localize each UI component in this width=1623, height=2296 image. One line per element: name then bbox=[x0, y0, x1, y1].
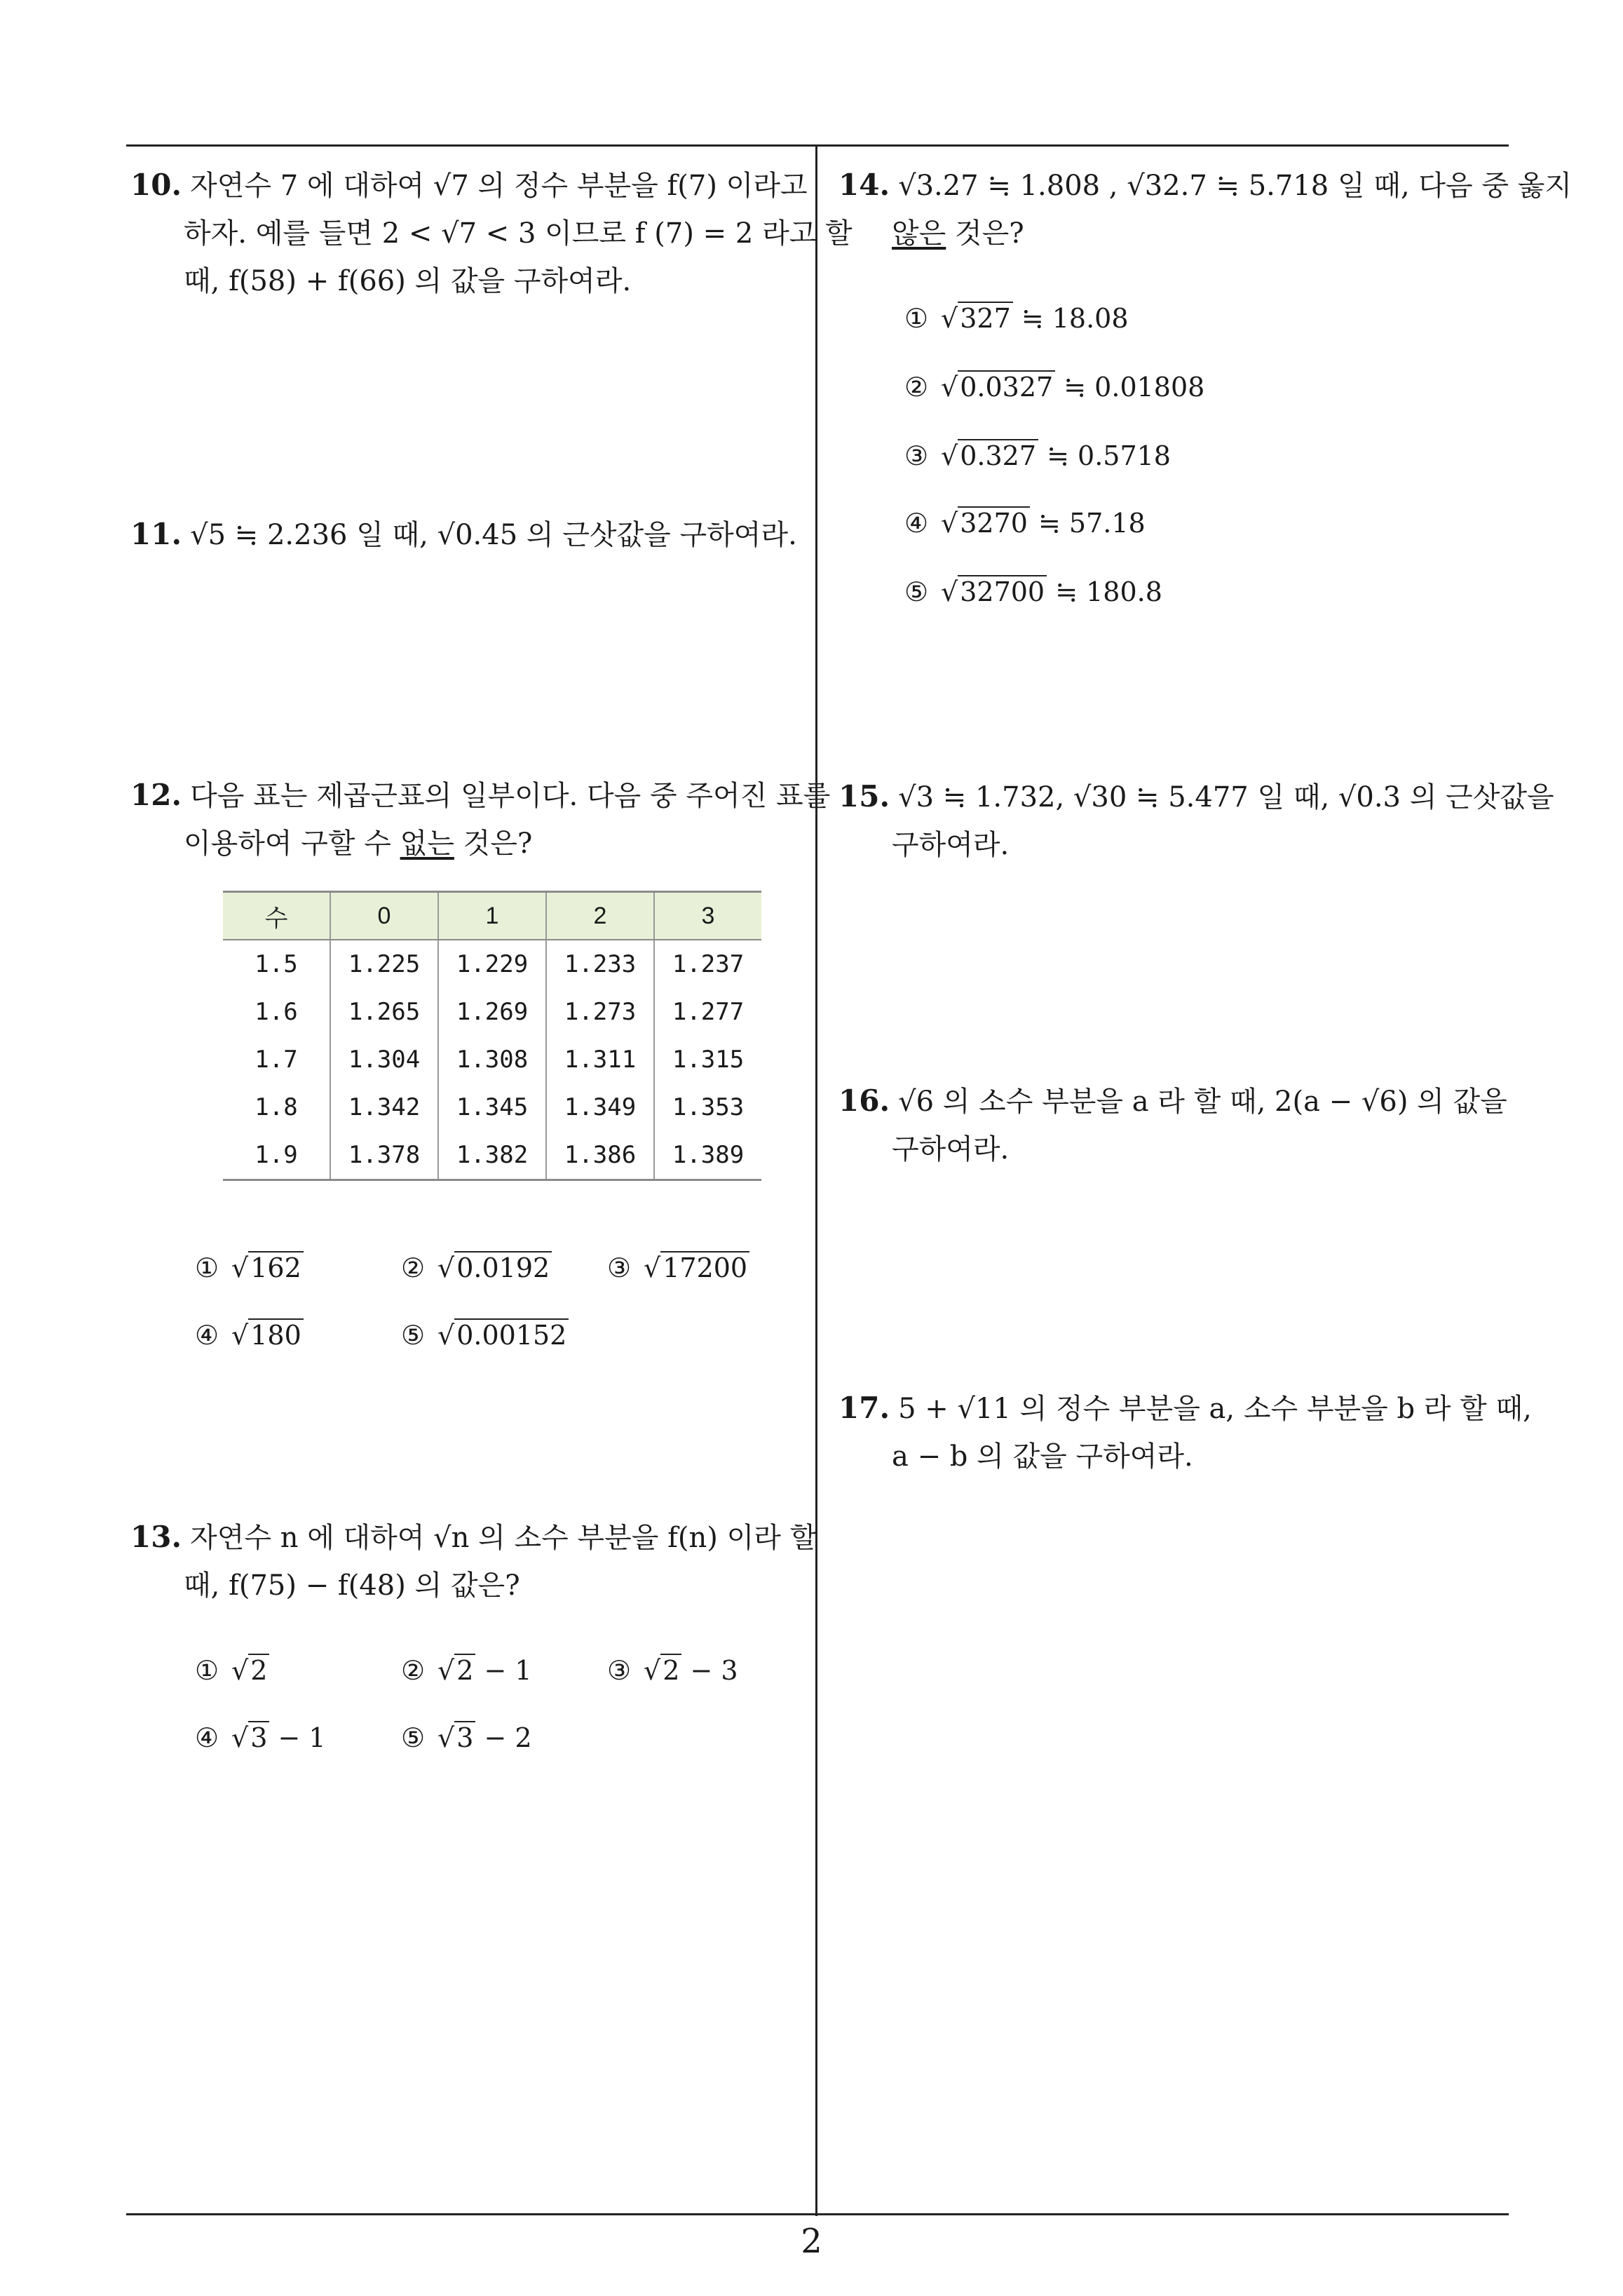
underlined-word: 없는 bbox=[400, 828, 454, 860]
question-text: √5 ≒ 2.236 일 때, √0.45 의 근삿값을 구하여라. bbox=[190, 519, 797, 551]
table-cell: 1.269 bbox=[438, 988, 546, 1036]
question-15 bbox=[838, 773, 1554, 869]
table-header-row bbox=[223, 892, 761, 940]
radicand: 32700 bbox=[958, 575, 1047, 607]
table-header: 3 bbox=[654, 892, 761, 940]
option-marker: ② bbox=[401, 1655, 426, 1686]
table-cell: 1.382 bbox=[438, 1131, 546, 1180]
table-cell: 1.7 bbox=[254, 1046, 298, 1074]
radicand: 327 bbox=[958, 302, 1013, 334]
answer-option-2[interactable] bbox=[904, 372, 1204, 403]
answer-option-4[interactable] bbox=[195, 1722, 326, 1753]
option-marker: ③ bbox=[607, 1655, 632, 1686]
question-text: 자연수 7 에 대하여 √7 의 정수 부분을 f(7) 이라고 bbox=[190, 170, 808, 202]
radicand: 0.327 bbox=[958, 439, 1038, 471]
option-marker: ④ bbox=[904, 508, 929, 539]
answer-option-5[interactable] bbox=[401, 1320, 569, 1351]
option-marker: ③ bbox=[904, 440, 929, 471]
sqrt-icon: √ bbox=[231, 1252, 249, 1283]
question-text: 하자. 예를 들면 2 < √7 < 3 이므로 f (7) = 2 라고 할 bbox=[184, 217, 853, 250]
option-rest: ≒ 180.8 bbox=[1047, 576, 1162, 607]
radicand: 0.0192 bbox=[454, 1251, 552, 1283]
table-cell: 1.304 bbox=[330, 1036, 438, 1083]
sqrt-icon: √ bbox=[231, 1722, 249, 1753]
question-10 bbox=[130, 161, 853, 305]
table-cell: 1.349 bbox=[546, 1083, 654, 1131]
table-cell: 1.389 bbox=[654, 1131, 761, 1180]
table-cell: 1.225 bbox=[330, 940, 438, 988]
radicand: 2 bbox=[660, 1654, 681, 1686]
sqrt-icon: √ bbox=[437, 1722, 455, 1753]
option-marker: ⑤ bbox=[401, 1722, 426, 1753]
option-rest: ≒ 57.18 bbox=[1029, 508, 1146, 539]
option-marker: ④ bbox=[195, 1320, 219, 1351]
table-header: 0 bbox=[330, 892, 438, 940]
question-text: 것은? bbox=[454, 828, 533, 860]
question-text: 것은? bbox=[946, 217, 1024, 250]
question-text: 구하여라. bbox=[892, 1133, 1010, 1166]
sqrt-icon: √ bbox=[941, 303, 958, 334]
question-text: √3.27 ≒ 1.808 , √32.7 ≒ 5.718 일 때, 다음 중 옳지 bbox=[898, 170, 1573, 202]
radicand: 0.0327 bbox=[958, 370, 1055, 403]
table-row bbox=[223, 1131, 761, 1180]
table-cell: 1.9 bbox=[223, 1131, 330, 1180]
top-rule bbox=[126, 144, 1509, 147]
question-17 bbox=[838, 1384, 1532, 1480]
table-row bbox=[223, 940, 761, 988]
question-text: 때, f(58) + f(66) 의 값을 구하여라. bbox=[184, 265, 632, 297]
table-cell: 1.311 bbox=[546, 1036, 654, 1083]
underlined-word: 않은 bbox=[892, 217, 946, 250]
table-cell: 1.345 bbox=[438, 1083, 546, 1131]
question-11 bbox=[130, 511, 797, 559]
option-marker: ② bbox=[401, 1252, 426, 1283]
question-text: 때, f(75) − f(48) 의 값은? bbox=[184, 1569, 520, 1602]
page-number: 2 bbox=[801, 2222, 822, 2261]
answer-option-2[interactable] bbox=[401, 1252, 552, 1283]
radicand: 0.00152 bbox=[454, 1318, 569, 1351]
question-number: 12. bbox=[130, 778, 182, 812]
question-text: a − b 의 값을 구하여라. bbox=[892, 1440, 1193, 1473]
answer-option-1[interactable] bbox=[195, 1655, 269, 1686]
radicand: 2 bbox=[454, 1654, 475, 1686]
question-number: 16. bbox=[838, 1083, 890, 1118]
question-text: 5 + √11 의 정수 부분을 a, 소수 부분을 b 라 할 때, bbox=[898, 1393, 1532, 1425]
option-rest: ≒ 0.01808 bbox=[1055, 372, 1205, 403]
sqrt-icon: √ bbox=[941, 508, 958, 539]
option-marker: ② bbox=[904, 372, 929, 403]
radicand: 3270 bbox=[958, 506, 1030, 539]
bottom-rule bbox=[126, 2213, 1509, 2215]
option-marker: ④ bbox=[195, 1722, 219, 1753]
option-marker: ① bbox=[195, 1655, 219, 1686]
radicand: 180 bbox=[248, 1318, 304, 1351]
sqrt-icon: √ bbox=[231, 1320, 249, 1351]
option-marker: ⑤ bbox=[904, 576, 929, 607]
radicand: 3 bbox=[248, 1721, 269, 1753]
sqrt-icon: √ bbox=[437, 1320, 455, 1351]
question-number: 11. bbox=[130, 517, 182, 551]
question-number: 14. bbox=[838, 168, 890, 202]
table-cell: 1.237 bbox=[654, 940, 761, 988]
question-text: 이용하여 구할 수 bbox=[184, 828, 400, 860]
table-cell: 1.8 bbox=[254, 1093, 298, 1121]
sqrt-icon: √ bbox=[437, 1252, 455, 1283]
question-text: 다음 표는 제곱근표의 일부이다. 다음 중 주어진 표를 bbox=[190, 780, 831, 812]
option-rest: − 1 bbox=[475, 1655, 532, 1686]
radicand: 17200 bbox=[660, 1251, 749, 1283]
answer-option-1[interactable] bbox=[904, 303, 1129, 334]
sqrt-icon: √ bbox=[231, 1655, 249, 1686]
question-text: √6 의 소수 부분을 a 라 할 때, 2(a − √6) 의 값을 bbox=[898, 1086, 1507, 1118]
question-12 bbox=[130, 771, 830, 867]
column-divider bbox=[815, 146, 817, 2216]
sqrt-icon: √ bbox=[644, 1252, 661, 1283]
question-13 bbox=[130, 1513, 817, 1609]
question-16 bbox=[838, 1077, 1507, 1173]
option-marker: ③ bbox=[607, 1252, 632, 1283]
table-row bbox=[223, 988, 761, 1036]
table-header: 2 bbox=[546, 892, 654, 940]
question-text: 자연수 n 에 대하여 √n 의 소수 부분을 f(n) 이라 할 bbox=[190, 1522, 817, 1554]
answer-option-3[interactable] bbox=[607, 1252, 749, 1283]
option-marker: ① bbox=[904, 303, 929, 334]
radicand: 3 bbox=[454, 1721, 475, 1753]
option-marker: ⑤ bbox=[401, 1320, 426, 1351]
radicand: 2 bbox=[248, 1654, 269, 1686]
sqrt-icon: √ bbox=[941, 440, 958, 471]
option-rest: ≒ 18.08 bbox=[1012, 303, 1129, 334]
radicand: 162 bbox=[248, 1251, 304, 1283]
table-cell: 1.378 bbox=[330, 1131, 438, 1180]
answer-option-2[interactable] bbox=[401, 1655, 532, 1686]
table-cell: 1.265 bbox=[330, 988, 438, 1036]
table-cell: 1.5 bbox=[254, 950, 298, 978]
table-row bbox=[223, 1036, 761, 1083]
table-header: 수 bbox=[223, 892, 330, 940]
option-marker: ① bbox=[195, 1252, 219, 1283]
answer-option-5[interactable] bbox=[904, 576, 1162, 607]
answer-option-5[interactable] bbox=[401, 1722, 532, 1753]
table-cell: 1.233 bbox=[546, 940, 654, 988]
answer-option-4[interactable] bbox=[904, 508, 1146, 539]
sqrt-icon: √ bbox=[437, 1655, 455, 1686]
table-row bbox=[223, 1083, 761, 1131]
table-cell: 1.6 bbox=[254, 998, 298, 1026]
question-number: 17. bbox=[838, 1391, 890, 1425]
answer-option-3[interactable] bbox=[607, 1655, 738, 1686]
sqrt-icon: √ bbox=[941, 576, 958, 607]
table-cell: 1.386 bbox=[546, 1131, 654, 1180]
table-cell: 1.308 bbox=[438, 1036, 546, 1083]
option-rest: ≒ 0.5718 bbox=[1038, 440, 1171, 471]
answer-option-1[interactable] bbox=[195, 1252, 304, 1283]
question-text: √3 ≒ 1.732, √30 ≒ 5.477 일 때, √0.3 의 근삿값을 bbox=[898, 781, 1554, 813]
table-header: 1 bbox=[438, 892, 546, 940]
table-cell: 1.277 bbox=[654, 988, 761, 1036]
table-cell: 1.315 bbox=[654, 1036, 761, 1083]
table-cell: 1.229 bbox=[438, 940, 546, 988]
option-rest: − 3 bbox=[681, 1655, 738, 1686]
question-number: 13. bbox=[130, 1520, 182, 1554]
question-text: 구하여라. bbox=[892, 829, 1010, 861]
answer-option-3[interactable] bbox=[904, 440, 1171, 471]
option-rest: − 2 bbox=[475, 1722, 532, 1753]
table-cell: 1.342 bbox=[330, 1083, 438, 1131]
table-cell: 1.353 bbox=[654, 1083, 761, 1131]
question-number: 10. bbox=[130, 168, 182, 202]
question-14 bbox=[838, 161, 1572, 257]
table-cell: 1.273 bbox=[546, 988, 654, 1036]
sqrt-icon: √ bbox=[941, 372, 958, 403]
question-number: 15. bbox=[838, 779, 890, 813]
square-root-table bbox=[223, 891, 761, 1181]
option-rest: − 1 bbox=[269, 1722, 326, 1753]
answer-option-4[interactable] bbox=[195, 1320, 304, 1351]
sqrt-icon: √ bbox=[644, 1655, 661, 1686]
